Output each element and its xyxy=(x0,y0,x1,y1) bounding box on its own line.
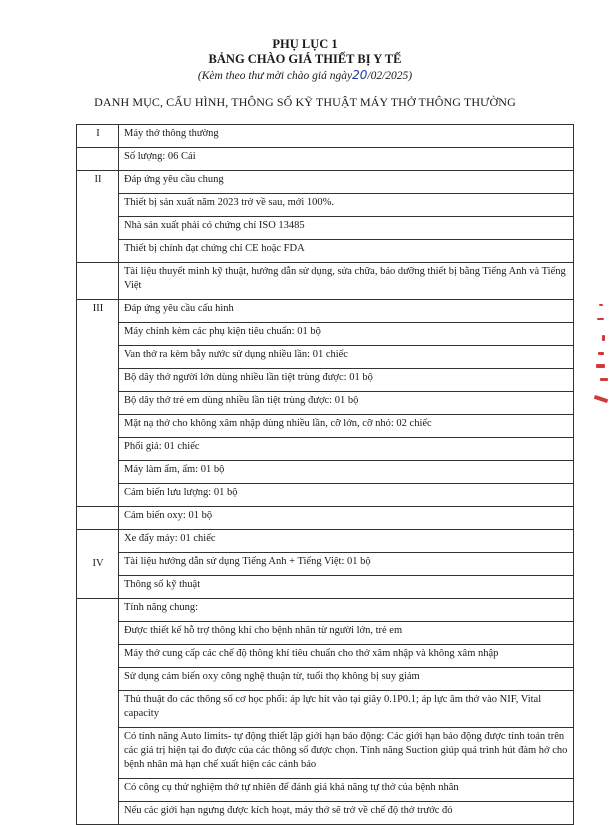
table-cell: Số lượng: 06 Cái xyxy=(119,148,574,171)
table-cell: Nhà sản xuất phải có chứng chỉ ISO 13485 xyxy=(119,217,574,240)
section-number: II xyxy=(77,171,119,263)
table-row xyxy=(77,171,574,194)
table-row xyxy=(77,779,574,802)
table-cell: Tài liệu hướng dẫn sử dụng Tiếng Anh + Tiếng Việt: 01 bộ xyxy=(119,553,574,576)
table-row xyxy=(77,369,574,392)
table-row xyxy=(77,728,574,779)
table-cell: Bộ dây thở trẻ em dùng nhiều lần tiệt trùng được: 01 bộ xyxy=(119,392,574,415)
table-cell: Cảm biến oxy: 01 bộ xyxy=(119,507,574,530)
table-row xyxy=(77,507,574,530)
table-row xyxy=(77,553,574,576)
table-row xyxy=(77,576,574,599)
table-row xyxy=(77,438,574,461)
table-row xyxy=(77,484,574,507)
table-row xyxy=(77,194,574,217)
table-cell: Đáp ứng yêu cầu chung xyxy=(119,171,574,194)
table-cell: Được thiết kế hỗ trợ thông khí cho bệnh nhân từ người lớn, trẻ em xyxy=(119,622,574,645)
table-cell: Thủ thuật đo các thông số cơ học phổi: áp lực hít vào tại giây 0.1P0.1; áp lực âm thở vào NIF, Vital capacity xyxy=(119,691,574,728)
table-row xyxy=(77,148,574,171)
red-stamp-fragment xyxy=(593,300,610,410)
table-cell: Thiết bị sản xuất năm 2023 trở về sau, mới 100%. xyxy=(119,194,574,217)
table-cell: Máy thở thông thường xyxy=(119,125,574,148)
document-title: BẢNG CHÀO GIÁ THIẾT BỊ Y TẾ xyxy=(208,52,402,66)
table-row xyxy=(77,323,574,346)
table-row xyxy=(77,217,574,240)
table-cell: Tính năng chung: xyxy=(119,599,574,622)
section-number: III xyxy=(77,300,119,507)
table-cell: Đáp ứng yêu cầu cấu hình xyxy=(119,300,574,323)
table-cell: Có tính năng Auto limits- tự động thiết lập giới hạn báo động: Các giới hạn báo động được tính toán trên các giá trị hiện tại đo được của các thông số được chọn. Tính năng Suction giúp quá trình hút đàm hở cho bệnh nhân mà hạn chế xuất hiện các cảnh báo xyxy=(119,728,574,779)
table-cell: Mặt nạ thở cho không xâm nhập dùng nhiều lần, cỡ lớn, cỡ nhỏ: 02 chiếc xyxy=(119,415,574,438)
table-row xyxy=(77,599,574,622)
table-row xyxy=(77,263,574,300)
table-row xyxy=(77,802,574,825)
table-row xyxy=(77,530,574,553)
section-cell-empty xyxy=(77,148,119,171)
section-cell-empty xyxy=(77,263,119,300)
table-cell: Tài liệu thuyết minh kỹ thuật, hướng dẫn sử dụng, sửa chữa, bảo dưỡng thiết bị bằng Tiếng Anh và Tiếng Việt xyxy=(119,263,574,300)
table-row xyxy=(77,125,574,148)
document-subtitle xyxy=(0,68,610,82)
section-number: I xyxy=(77,125,119,148)
table-row xyxy=(77,622,574,645)
appendix-title: PHỤ LỤC 1 xyxy=(272,37,338,51)
table-cell: Thiết bị chính đạt chứng chỉ CE hoặc FDA xyxy=(119,240,574,263)
subtitle-prefix: (Kèm theo thư mời chào giá ngày xyxy=(197,70,353,82)
section-cell-empty xyxy=(77,507,119,530)
table-row xyxy=(77,668,574,691)
table-cell: Máy thở cung cấp các chế độ thông khí tiêu chuẩn cho thở xâm nhập và không xâm nhập xyxy=(119,645,574,668)
spec-table xyxy=(76,124,574,825)
handwritten-date: 20 xyxy=(352,68,368,82)
table-row xyxy=(77,645,574,668)
table-row xyxy=(77,415,574,438)
table-cell: Máy chính kèm các phụ kiện tiêu chuẩn: 01 bộ xyxy=(119,323,574,346)
table-cell: Cảm biến lưu lượng: 01 bộ xyxy=(119,484,574,507)
table-row xyxy=(77,240,574,263)
table-cell: Phổi giả: 01 chiếc xyxy=(119,438,574,461)
table-cell: Sử dụng cảm biến oxy công nghệ thuận từ, tuổi thọ không bị suy giảm xyxy=(119,668,574,691)
table-cell: Xe đẩy máy: 01 chiếc xyxy=(119,530,574,553)
table-row xyxy=(77,392,574,415)
table-row xyxy=(77,346,574,369)
table-cell: Nếu các giới hạn ngưng được kích hoạt, máy thở sẽ trở về chế độ thở trước đó xyxy=(119,802,574,825)
table-cell: Van thở ra kèm bẫy nước sử dụng nhiều lần: 01 chiếc xyxy=(119,346,574,369)
table-row xyxy=(77,300,574,323)
list-title: DANH MỤC, CẤU HÌNH, THÔNG SỐ KỸ THUẬT MÁY THỞ THÔNG THƯỜNG xyxy=(94,95,516,109)
table-cell: Bộ dây thở người lớn dùng nhiều lần tiệt trùng được: 01 bộ xyxy=(119,369,574,392)
table-cell: Máy làm ẩm, ấm: 01 bộ xyxy=(119,461,574,484)
table-cell: Có công cụ thử nghiệm thở tự nhiên để đánh giá khả năng tự thở của bệnh nhân xyxy=(119,779,574,802)
subtitle-suffix: /02/2025) xyxy=(367,70,413,82)
section-number: IV xyxy=(77,530,119,599)
section-cell-empty xyxy=(77,599,119,825)
table-row xyxy=(77,461,574,484)
table-cell: Thông số kỹ thuật xyxy=(119,576,574,599)
table-row xyxy=(77,691,574,728)
